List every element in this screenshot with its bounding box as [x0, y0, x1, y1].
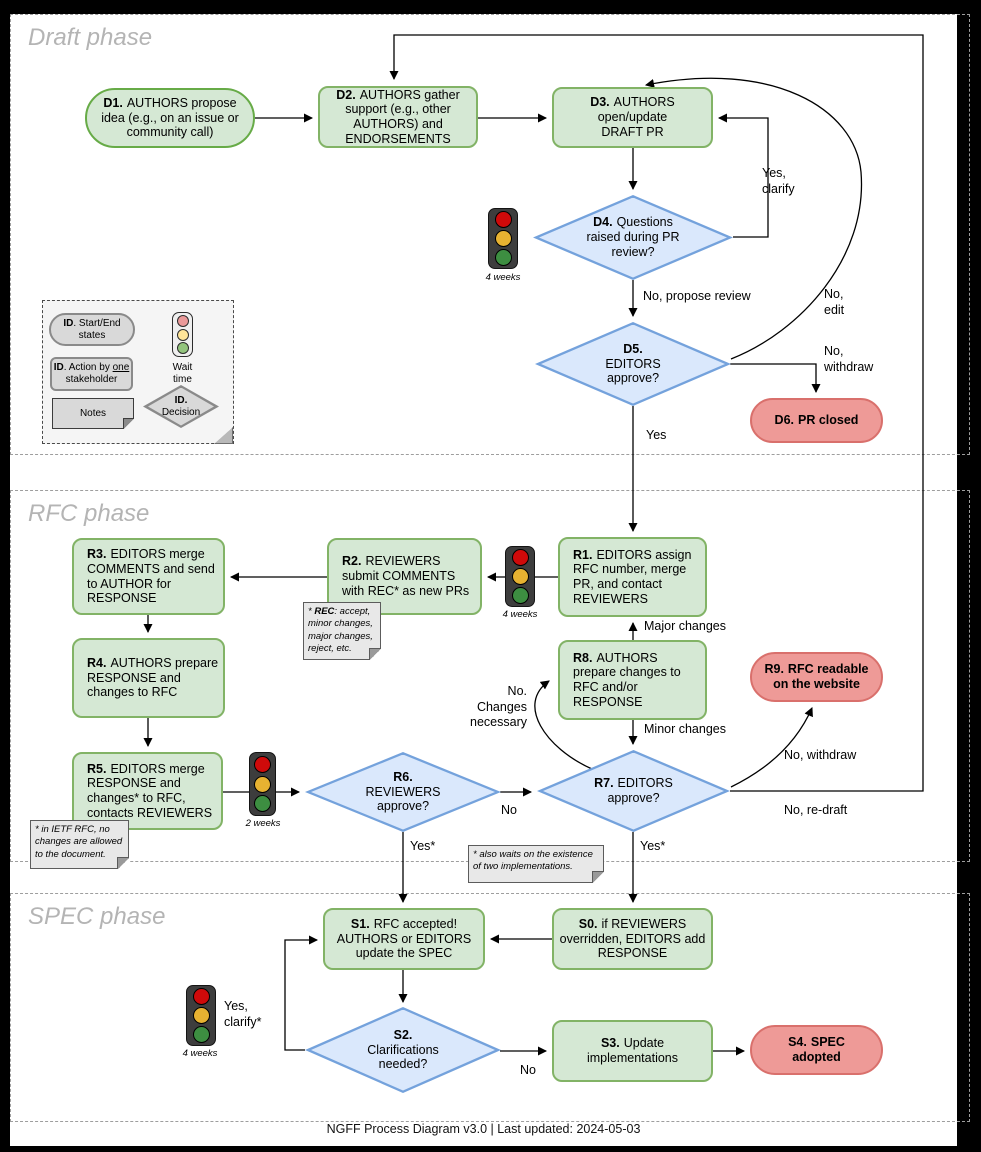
rfc-phase-title: RFC phase	[28, 500, 150, 527]
node-d4-decision	[533, 195, 733, 280]
legend-start-end-shape	[49, 313, 135, 346]
red-light	[177, 315, 189, 327]
node-s1-id: S1.	[350, 916, 370, 931]
legend-decision-label: Decision	[161, 406, 201, 418]
node-d3-text: AUTHORS open/update DRAFT PR	[597, 95, 675, 139]
node-s0-id: S0.	[578, 916, 598, 931]
ietf-note: * in IETF RFC, no changes are allowed to the document.	[30, 820, 129, 869]
node-r1-action	[558, 537, 707, 617]
edge-label-no-withdraw-r7: No, withdraw	[784, 748, 857, 762]
edge-label-no-redraft: No, re-draft	[784, 803, 848, 817]
node-d2-action	[318, 86, 478, 148]
node-d2-id: D2.	[336, 87, 356, 102]
node-r9-text: RFC readable on the website	[773, 662, 869, 691]
node-r3-action	[72, 538, 225, 615]
node-r6-id: R6.	[393, 769, 413, 784]
node-r9-id: R9.	[764, 662, 784, 677]
legend-action-underlined: one	[112, 362, 130, 373]
legend-action-shape	[50, 357, 133, 391]
legend-wait-time-label: Wait time	[172, 362, 193, 385]
draft-phase-title: Draft phase	[28, 24, 153, 51]
node-d3-id: D3.	[590, 95, 610, 110]
node-r1-id: R1.	[573, 547, 593, 562]
edge-label-no-s2: No	[520, 1063, 536, 1077]
edge-label-yes-star-r6: Yes*	[410, 839, 436, 853]
node-r8-action	[558, 640, 707, 720]
legend-id: ID	[53, 362, 64, 373]
legend-start-end-label: . Start/End states	[73, 317, 121, 341]
node-r4-action	[72, 638, 225, 718]
node-s4-text: SPEC adopted	[792, 1035, 845, 1064]
node-d1-text: AUTHORS propose idea (e.g., on an issue or community call)	[101, 95, 239, 140]
node-s1-action	[323, 908, 485, 970]
node-r5-text: EDITORS merge RESPONSE and changes* to RFC, contacts REVIEWERS	[87, 761, 213, 820]
node-d4-id: D4.	[593, 215, 613, 230]
node-r8-id: R8.	[573, 650, 593, 665]
legend-action-label-1: . Action by	[63, 362, 113, 373]
amber-light	[193, 1007, 210, 1024]
node-r7-text: EDITORS approve?	[607, 776, 673, 805]
node-r5-action	[72, 752, 223, 830]
node-d5-decision	[535, 322, 731, 406]
node-r7-id: R7.	[594, 776, 614, 791]
wait-time-label: 2 weeks	[245, 818, 281, 829]
note-term: REC	[314, 606, 335, 617]
node-d2-text: AUTHORS gather support (e.g., other AUTHORS) and ENDORSEMENTS	[345, 87, 460, 146]
note-text: : accept, minor changes, major changes, reject, etc.	[308, 606, 373, 655]
amber-light	[495, 230, 512, 247]
edge-label-yes-star-r7: Yes*	[640, 839, 666, 853]
node-r7-decision	[537, 750, 730, 832]
node-s0-action	[552, 908, 713, 970]
node-s3-id: S3.	[600, 1036, 620, 1051]
traffic-light-icon	[186, 985, 216, 1046]
node-s2-text: Clarifications needed?	[367, 1042, 439, 1072]
node-r2-text: REVIEWERS submit COMMENTS with REC* as new PRs	[342, 554, 470, 598]
red-light	[193, 988, 210, 1005]
node-r6-decision	[305, 752, 501, 832]
node-s3-text: Update implementations	[586, 1036, 678, 1065]
red-light	[254, 756, 271, 773]
node-d5-id: D5.	[623, 341, 643, 356]
node-d3-action	[552, 87, 713, 148]
node-r9-end	[750, 652, 883, 702]
node-s3-action	[552, 1020, 713, 1082]
node-r6-text: REVIEWERS approve?	[365, 784, 441, 814]
node-s1-text: RFC accepted! AUTHORS or EDITORS update the SPEC	[336, 916, 472, 961]
node-d4-text: Questions raised during PR review?	[586, 215, 680, 259]
edge-label-yes-d5: Yes	[646, 428, 667, 442]
traffic-light-icon	[488, 208, 518, 269]
node-d6-end	[750, 398, 883, 443]
legend-action-label-2: stakeholder	[65, 374, 118, 385]
legend-id: ID	[63, 317, 74, 329]
legend-traffic-light-icon	[172, 312, 193, 357]
amber-light	[512, 568, 529, 585]
node-d6-text: PR closed	[798, 413, 859, 428]
edge-label-no-withdraw-d5: No, withdraw	[824, 344, 874, 374]
footer-caption: NGFF Process Diagram v3.0 | Last updated: 2024-05-03	[326, 1122, 641, 1136]
node-r2-id: R2.	[342, 554, 362, 569]
red-light	[495, 211, 512, 228]
node-r4-text: AUTHORS prepare RESPONSE and changes to RFC	[87, 655, 219, 700]
wait-time-label: 4 weeks	[182, 1048, 218, 1059]
edge-label-no-changes-necessary: No. Changes necessary	[470, 684, 527, 730]
red-light	[512, 549, 529, 566]
node-r8-text: AUTHORS prepare changes to RFC and/or RESPONSE	[573, 650, 681, 709]
node-d5-text: EDITORS approve?	[605, 356, 661, 386]
green-light	[193, 1026, 210, 1043]
wait-time-label: 4 weeks	[502, 609, 538, 620]
green-light	[254, 795, 271, 812]
edge-label-major-changes: Major changes	[644, 619, 726, 633]
implementations-note: * also waits on the existence of two implementations.	[468, 845, 604, 883]
node-s2-id: S2.	[393, 1027, 413, 1042]
green-light	[495, 249, 512, 266]
node-d1-start	[85, 88, 255, 148]
legend-box	[42, 300, 234, 444]
edge-label-no-r6: No	[501, 803, 517, 817]
node-r3-text: EDITORS merge COMMENTS and send to AUTHOR for RESPONSE	[87, 547, 215, 606]
node-d1-id: D1.	[103, 95, 123, 110]
traffic-light-icon	[249, 752, 276, 816]
edge-label-no-edit: No, edit	[824, 287, 845, 317]
node-r1-text: EDITORS assign RFC number, merge PR, and contact REVIEWERS	[573, 547, 692, 606]
node-r5-id: R5.	[87, 761, 107, 776]
traffic-light-icon	[505, 546, 535, 607]
edge-label-yes-clarify-star: Yes, clarify*	[224, 999, 262, 1029]
spec-phase-title: SPEC phase	[28, 903, 166, 930]
edge-label-minor-changes: Minor changes	[644, 722, 726, 736]
legend-id: ID.	[174, 394, 188, 406]
node-s4-end	[750, 1025, 883, 1075]
note-prefix: *	[308, 606, 315, 617]
rec-note	[303, 602, 381, 660]
legend-notes-shape: Notes	[52, 398, 134, 429]
node-d6-id: D6.	[774, 413, 794, 428]
legend-decision-shape	[143, 385, 219, 428]
edge-label-no-propose-review: No, propose review	[643, 289, 751, 303]
amber-light	[254, 776, 271, 793]
edge-label-yes-clarify: Yes, clarify	[762, 166, 795, 196]
green-light	[512, 587, 529, 604]
node-s0-text: if REVIEWERS overridden, EDITORS add RESPONSE	[559, 916, 706, 961]
green-light	[177, 342, 189, 354]
node-r3-id: R3.	[87, 547, 107, 561]
node-s2-decision	[305, 1007, 501, 1093]
amber-light	[177, 329, 189, 341]
node-r4-id: R4.	[87, 655, 107, 670]
wait-time-label: 4 weeks	[485, 272, 521, 283]
node-s4-id: S4.	[788, 1035, 807, 1050]
